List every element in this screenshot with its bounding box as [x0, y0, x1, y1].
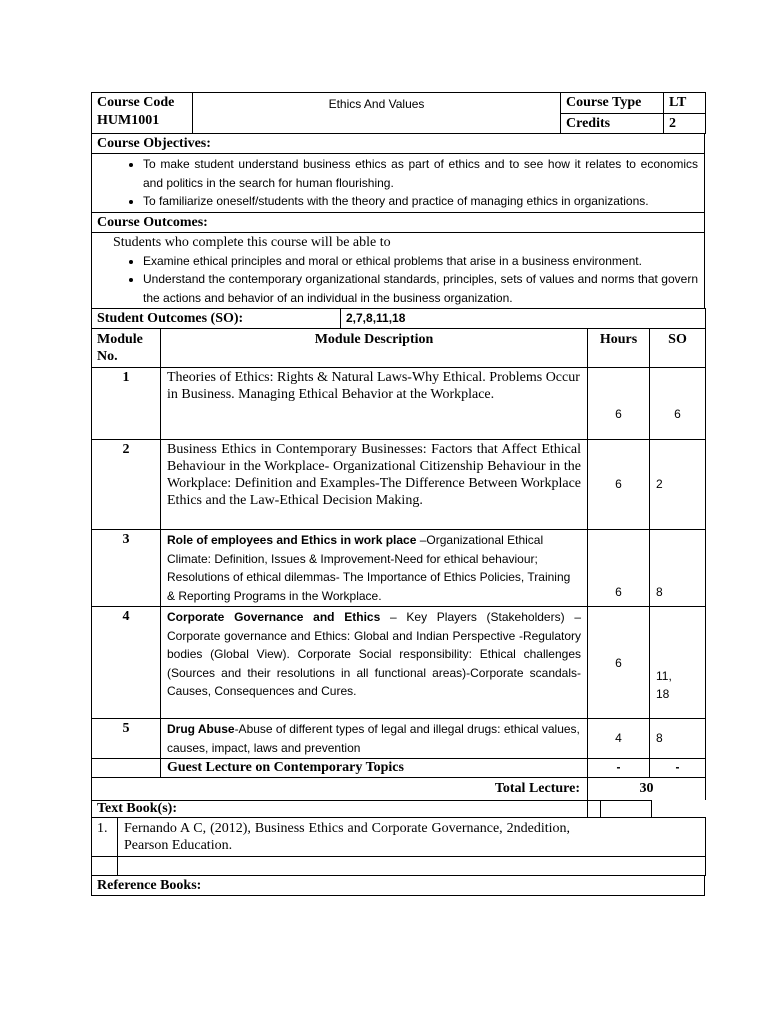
text-books-heading: Text Book(s):: [92, 801, 588, 818]
module-no-header: Module No.: [92, 329, 161, 368]
text-book-number: 1.: [92, 818, 118, 857]
hours-header: Hours: [588, 329, 650, 368]
course-type-value: LT: [664, 93, 706, 114]
objectives-body: [92, 154, 705, 213]
module-so: 6: [650, 368, 706, 440]
module-row: [92, 607, 706, 719]
empty-cell: [601, 801, 652, 818]
module-number: 5: [92, 719, 161, 759]
outcomes-list: [97, 252, 698, 308]
empty-cell: [652, 801, 706, 818]
outcome-item: • Examine ethical principles and moral or ethical problems that arise in a business environment.: [143, 252, 698, 271]
module-row: [92, 530, 706, 607]
module-description: [161, 719, 588, 759]
module-so: 11, 18: [650, 607, 706, 719]
module-number: 3: [92, 530, 161, 607]
module-number: 1: [92, 368, 161, 440]
module-so: 8: [650, 530, 706, 607]
module-hours: 6: [588, 440, 650, 530]
text-book-text: Fernando A C, (2012), Business Ethics and Corporate Governance, 2ndedition, Pearson Education.: [124, 821, 570, 853]
outcomes-body: [92, 232, 705, 309]
modules-table: [91, 328, 706, 778]
outcomes-intro: Students who complete this course will be able to: [113, 234, 391, 250]
module-hours: 6: [588, 368, 650, 440]
total-lecture-table: [91, 777, 706, 801]
module-so: 8: [650, 719, 706, 759]
objectives-heading: Course Objectives:: [92, 134, 705, 154]
guest-lecture-row: [92, 759, 706, 778]
course-code-value: HUM1001: [97, 113, 160, 128]
module-description: [161, 440, 588, 530]
module-description: [161, 368, 588, 440]
so-header: SO: [650, 329, 706, 368]
total-lecture-label: Total Lecture:: [92, 778, 588, 801]
module-description: [161, 530, 588, 607]
reference-books-table: [91, 875, 705, 896]
module-description-text: -Abuse of different types of legal and illegal drugs: ethical values, causes, impact, laws and prevention: [167, 722, 580, 755]
module-hours: 4: [588, 719, 650, 759]
outcomes-heading: Course Outcomes:: [92, 212, 705, 232]
reference-books-heading: Reference Books:: [92, 876, 705, 896]
module-description-bold: Corporate Governance and Ethics: [167, 610, 381, 624]
objectives-outcomes-table: [91, 133, 705, 309]
total-lecture-value: 30: [588, 778, 706, 801]
course-title: Ethics And Values: [193, 93, 561, 134]
guest-lecture-hours: -: [588, 759, 650, 778]
module-description: [161, 607, 588, 719]
empty-cell: [92, 759, 161, 778]
module-row: [92, 368, 706, 440]
credits-label: Credits: [561, 114, 664, 134]
module-description-text: Business Ethics in Contemporary Businesses: Factors that Affect Ethical Behaviour in the Workplace- Organizational Citizenship Behaviour in the Workplace: Definition and Examples-The Difference Between Workplace Ethics and the Law-Ethical Decision Making.: [167, 442, 581, 508]
outcome-item: • Understand the contemporary organizational standards, principles, sets of values and norms that govern the actions and behavior of an individual in the business organization.: [143, 270, 698, 307]
module-description-text: –Organizational Ethical Climate: Definition, Issues & Improvement-Need for ethical behaviour; Resolutions of ethical dilemmas- The Importance of Ethics Policies, Training & Reporting Programs in the Workplace.: [167, 533, 571, 603]
empty-cell: [92, 857, 118, 876]
objectives-list: [97, 155, 698, 211]
course-header-table: [91, 92, 706, 134]
student-outcomes-label: Student Outcomes (SO):: [92, 309, 341, 329]
module-row: [92, 719, 706, 759]
module-so: 2: [650, 440, 706, 530]
module-number: 4: [92, 607, 161, 719]
module-row: [92, 440, 706, 530]
module-number: 2: [92, 440, 161, 530]
empty-cell: [118, 857, 706, 876]
syllabus-page: [91, 92, 705, 896]
guest-lecture-label: Guest Lecture on Contemporary Topics: [161, 759, 588, 778]
text-books-table: [91, 800, 706, 818]
text-book-entries: [91, 817, 706, 876]
module-description-header: Module Description: [161, 329, 588, 368]
empty-cell: [588, 801, 601, 818]
module-description-bold: Drug Abuse: [167, 722, 235, 736]
module-hours: 6: [588, 530, 650, 607]
guest-lecture-so: -: [650, 759, 706, 778]
credits-value: 2: [664, 114, 706, 134]
module-description-text: Theories of Ethics: Rights & Natural Laws-Why Ethical. Problems Occur in Business. Managing Ethical Behavior at the Workplace.: [167, 370, 580, 402]
student-outcomes-table: [91, 308, 706, 329]
course-type-label: Course Type: [561, 93, 664, 114]
student-outcomes-value: 2,7,8,11,18: [341, 309, 706, 329]
objective-item: • To make student understand business ethics as part of ethics and to see how it relates to economics and politics in the search for human flourishing.: [143, 155, 698, 192]
objective-item: • To familiarize oneself/students with the theory and practice of managing ethics in organizations.: [143, 192, 698, 211]
module-hours: 6: [588, 607, 650, 719]
course-code-label: Course Code: [97, 95, 175, 110]
text-book-entry: [118, 818, 706, 857]
course-code-cell: [92, 93, 193, 134]
module-description-bold: Role of employees and Ethics in work place: [167, 533, 417, 547]
module-description-text: – Key Players (Stakeholders) –Corporate governance and Ethics: Global and Indian Perspective -Regulatory bodies (Global View). Corporate Social responsibility: Ethical challenges (Sources and their resolutions in all functional areas)-Corporate scandals- Causes, Consequences and Cures.: [167, 610, 581, 698]
